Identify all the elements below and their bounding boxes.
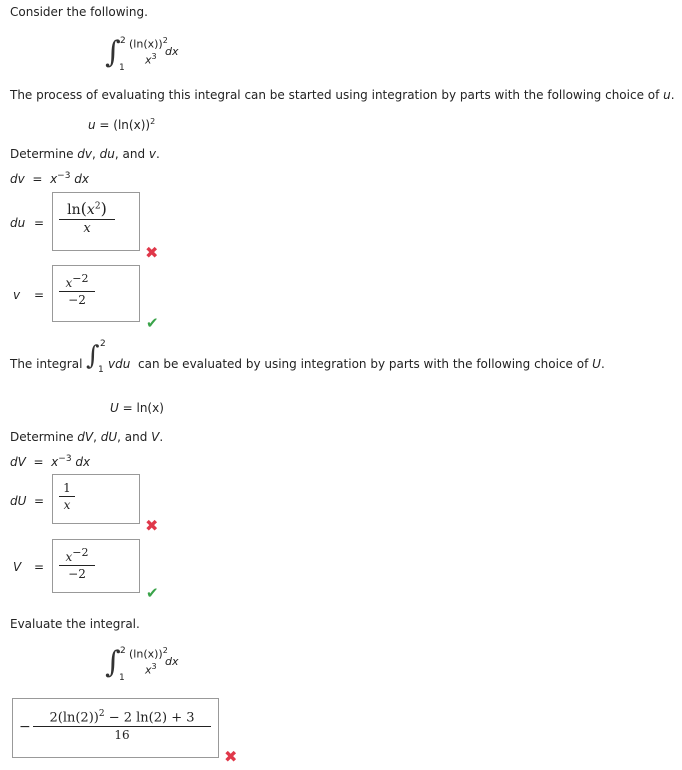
V-answer-numerator: $x^{-2}$ <box>65 546 89 564</box>
integral-upper-limit: 2 <box>120 36 126 46</box>
V-label: V <box>13 560 22 574</box>
integrand-dx: dx <box>165 45 179 58</box>
dU-equals: = <box>34 494 45 508</box>
dV-expression: dV = $x^{-3}$ dx <box>10 454 91 469</box>
part1-determine: Determine dv, du, and v. <box>10 147 160 161</box>
V-correct-icon: ✔ <box>146 584 159 602</box>
du-incorrect-icon: ✖ <box>145 243 159 262</box>
part3-instruction: Evaluate the integral. <box>10 617 140 631</box>
intro-text: Consider the following. <box>10 5 148 19</box>
final-answer-denominator: 16 <box>114 728 130 743</box>
final-answer-box[interactable] <box>12 698 219 758</box>
du-answer-box[interactable] <box>52 192 140 251</box>
du-answer-numerator: $\ln(x^2)$ <box>67 199 107 218</box>
v-answer-box[interactable] <box>52 265 140 322</box>
dU-label: dU <box>10 494 27 508</box>
integral-sign-icon: ∫ <box>105 35 121 70</box>
du-equals: = <box>34 216 45 230</box>
part2-instruction: The integral ∫ 2 1 vdu can be evaluated by using integration by parts with the following choice of U. <box>10 339 605 375</box>
v-answer-numerator: $x^{-2}$ <box>65 272 89 290</box>
U-choice: U = ln(x) <box>110 401 164 415</box>
dU-answer-fraction <box>59 481 75 512</box>
dU-answer-denominator: x <box>63 498 71 512</box>
v-answer-denominator: −2 <box>68 293 86 307</box>
v-equals: = <box>34 288 45 302</box>
part1-instruction: The process of evaluating this integral can be started using integration by parts with the following choice of u. <box>10 88 675 102</box>
final-answer-minus: − <box>19 719 31 735</box>
final-answer-numerator: $2(\ln(2))^2 - 2$ ln(2) + 3 <box>49 709 195 726</box>
V-answer-denominator: −2 <box>68 567 86 581</box>
integrand-numerator: $(\ln(x))^2$ <box>129 36 168 51</box>
dU-incorrect-icon: ✖ <box>145 516 159 535</box>
V-equals: = <box>34 560 45 574</box>
V-answer-fraction <box>59 546 95 581</box>
u-choice: $u = (\ln(x))^2$ <box>88 117 156 132</box>
V-answer-box[interactable] <box>52 539 140 593</box>
v-correct-icon: ✔ <box>146 314 159 332</box>
integrand-denominator: $x^3$ <box>145 52 157 67</box>
v-label: v <box>13 288 21 302</box>
integral-sign-icon-3: ∫ <box>105 645 121 680</box>
integral-expression <box>105 35 195 78</box>
du-answer-denominator: x <box>83 221 91 236</box>
v-answer-fraction <box>59 272 95 307</box>
part2-suffix: can be evaluated by using integration by parts with the following choice of U. <box>138 357 605 371</box>
integral-expression-2: ∫ 2 1 $(\ln(x))^2$ $x^3$ dx <box>105 645 179 683</box>
du-label: du <box>10 216 26 230</box>
dv-expression: dv = $x^{-3}$ dx <box>10 171 89 186</box>
dU-answer-numerator: 1 <box>63 481 71 495</box>
final-answer-fraction <box>33 709 211 742</box>
part2-determine: Determine dV, dU, and V. <box>10 430 164 444</box>
final-incorrect-icon: ✖ <box>224 747 238 766</box>
integral-lower-limit: 1 <box>119 63 125 73</box>
du-answer-fraction <box>59 199 115 236</box>
integral-sign-icon-2: ∫ <box>86 341 100 371</box>
dU-answer-box[interactable] <box>52 474 140 524</box>
